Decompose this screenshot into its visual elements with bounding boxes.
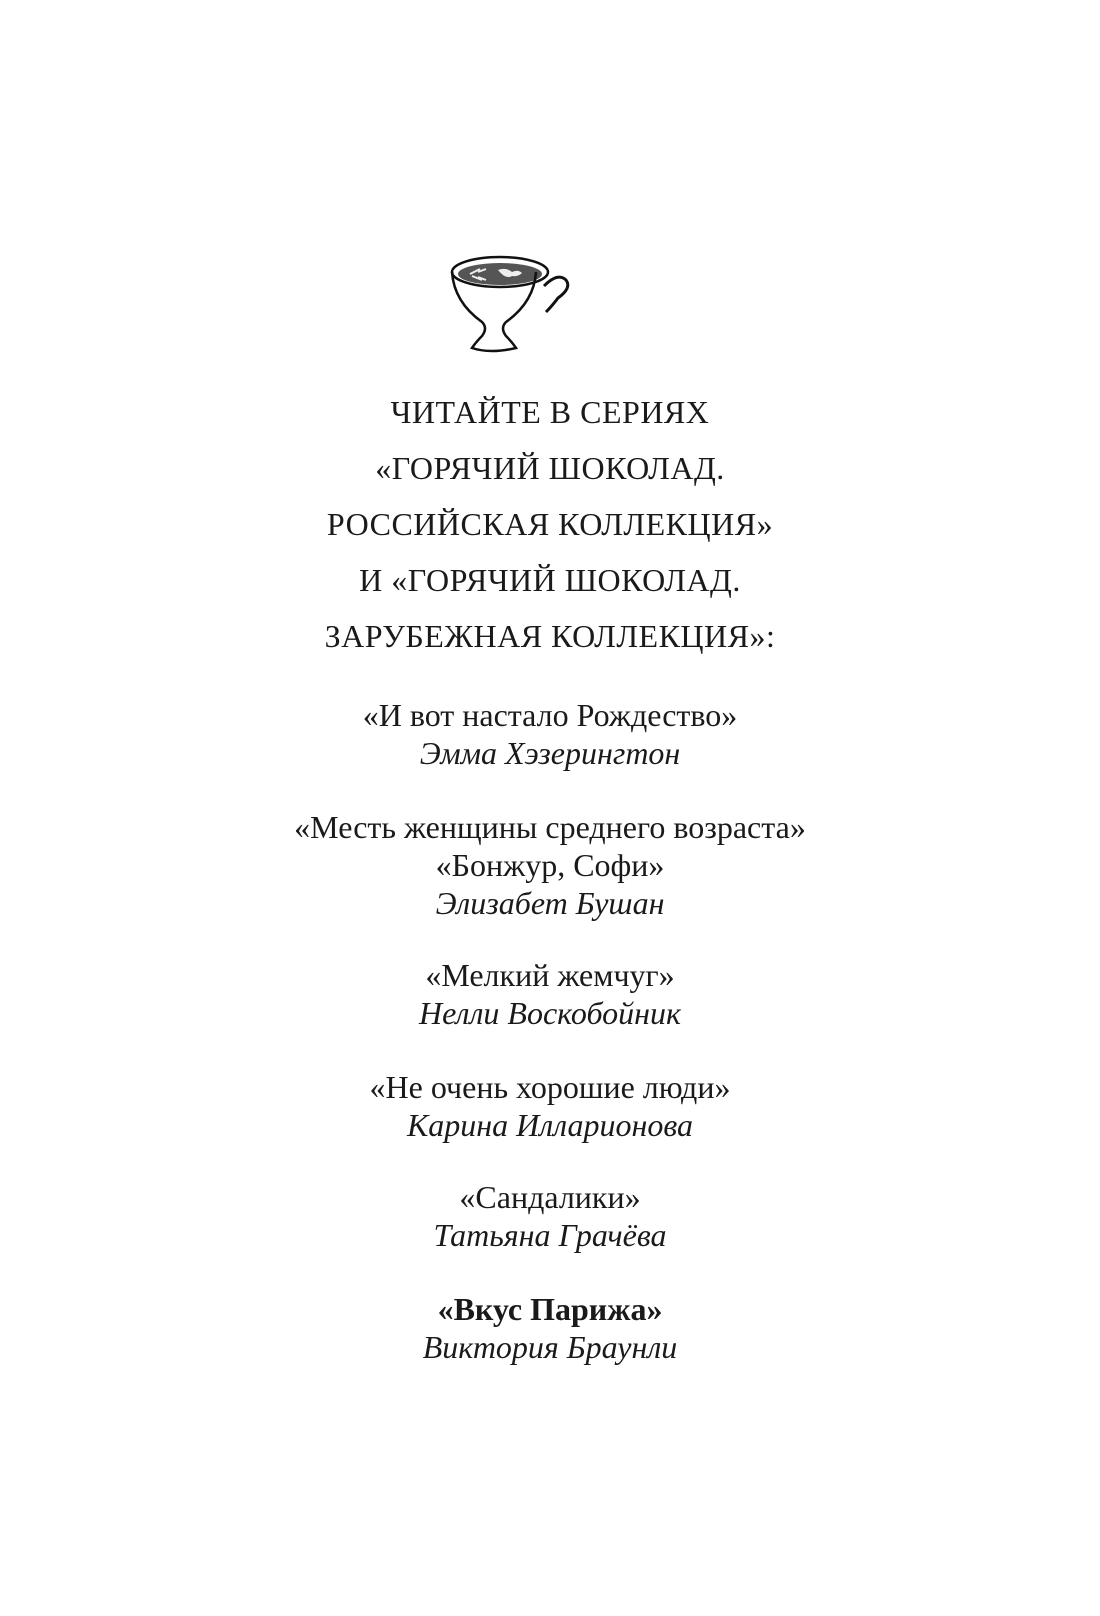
book-author: Нелли Воскобойник [418,995,681,1031]
series-heading-line: ЧИТАЙТЕ В СЕРИЯХ [390,394,710,430]
book-entry [0,1068,1100,1144]
book-title: «Месть женщины среднего возраста» [294,809,806,845]
book-author: Виктория Браунли [422,1329,678,1365]
series-heading-line: «ГОРЯЧИЙ ШОКОЛАД. [375,450,725,486]
book-entry [0,1178,1100,1254]
book-author: Элизабет Бушан [435,885,665,921]
book-entry [0,808,1100,922]
book-title: «Мелкий жемчуг» [425,957,675,993]
teacup-icon [448,250,578,360]
book-author: Эмма Хэзерингтон [419,735,681,771]
book-entry [0,696,1100,772]
book-title: «Сандалики» [459,1179,641,1215]
book-title: «Не очень хорошие люди» [369,1069,731,1105]
book-entry [0,956,1100,1032]
series-heading-line: РОССИЙСКАЯ КОЛЛЕКЦИЯ» [326,506,774,542]
series-heading-line: ЗАРУБЕЖНАЯ КОЛЛЕКЦИЯ»: [324,618,776,654]
series-heading-line: И «ГОРЯЧИЙ ШОКОЛАД. [359,562,741,598]
book-title: «И вот настало Рождество» [362,697,738,733]
book-entry-highlighted [0,1290,1100,1366]
book-title: «Бонжур, Софи» [435,847,665,883]
book-author: Карина Илларионова [406,1107,694,1143]
book-author: Татьяна Грачёва [433,1217,667,1253]
book-title: «Вкус Парижа» [437,1291,663,1327]
